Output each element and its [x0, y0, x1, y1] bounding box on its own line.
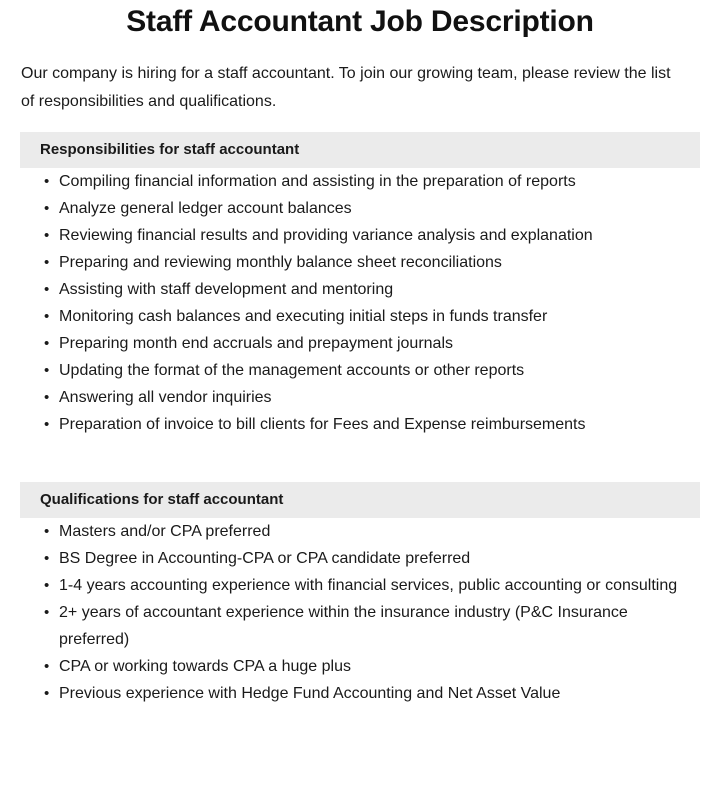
list-item: • Preparing month end accruals and prepayment journals	[0, 330, 720, 357]
list-item: • Updating the format of the management accounts or other reports	[0, 357, 720, 384]
list-item: • Previous experience with Hedge Fund Accounting and Net Asset Value	[0, 680, 720, 707]
section-header-band	[20, 482, 700, 518]
list-item: • Reviewing financial results and providing variance analysis and explanation	[0, 222, 720, 249]
list-item: • Monitoring cash balances and executing initial steps in funds transfer	[0, 303, 720, 330]
list-item: • Preparing and reviewing monthly balance sheet reconciliations	[0, 249, 720, 276]
section-qualifications	[0, 482, 720, 707]
intro-paragraph: Our company is hiring for a staff accountant. To join our growing team, please review the list of responsibilities and qualifications.	[21, 65, 671, 110]
list-item: • Analyze general ledger account balances	[0, 195, 720, 222]
responsibilities-list	[0, 168, 720, 438]
list-item: • Assisting with staff development and mentoring	[0, 276, 720, 303]
qualifications-list	[0, 518, 720, 707]
page-title: Staff Accountant Job Description	[126, 5, 594, 38]
list-item: • Preparation of invoice to bill clients for Fees and Expense reimbursements	[0, 411, 720, 438]
list-item: • BS Degree in Accounting-CPA or CPA candidate preferred	[0, 545, 720, 572]
list-item: • Answering all vendor inquiries	[0, 384, 720, 411]
list-item: • 1-4 years accounting experience with financial services, public accounting or consulting	[0, 572, 720, 599]
section-header-label: Qualifications for staff accountant	[40, 491, 284, 508]
list-item: • Compiling financial information and assisting in the preparation of reports	[0, 168, 720, 195]
list-item: • 2+ years of accountant experience within the insurance industry (P&C Insurance preferred)	[0, 599, 720, 653]
section-responsibilities	[0, 132, 720, 438]
list-item: • Masters and/or CPA preferred	[0, 518, 720, 545]
list-item: • CPA or working towards CPA a huge plus	[0, 653, 720, 680]
section-header-label: Responsibilities for staff accountant	[40, 141, 300, 158]
section-header-band	[20, 132, 700, 168]
